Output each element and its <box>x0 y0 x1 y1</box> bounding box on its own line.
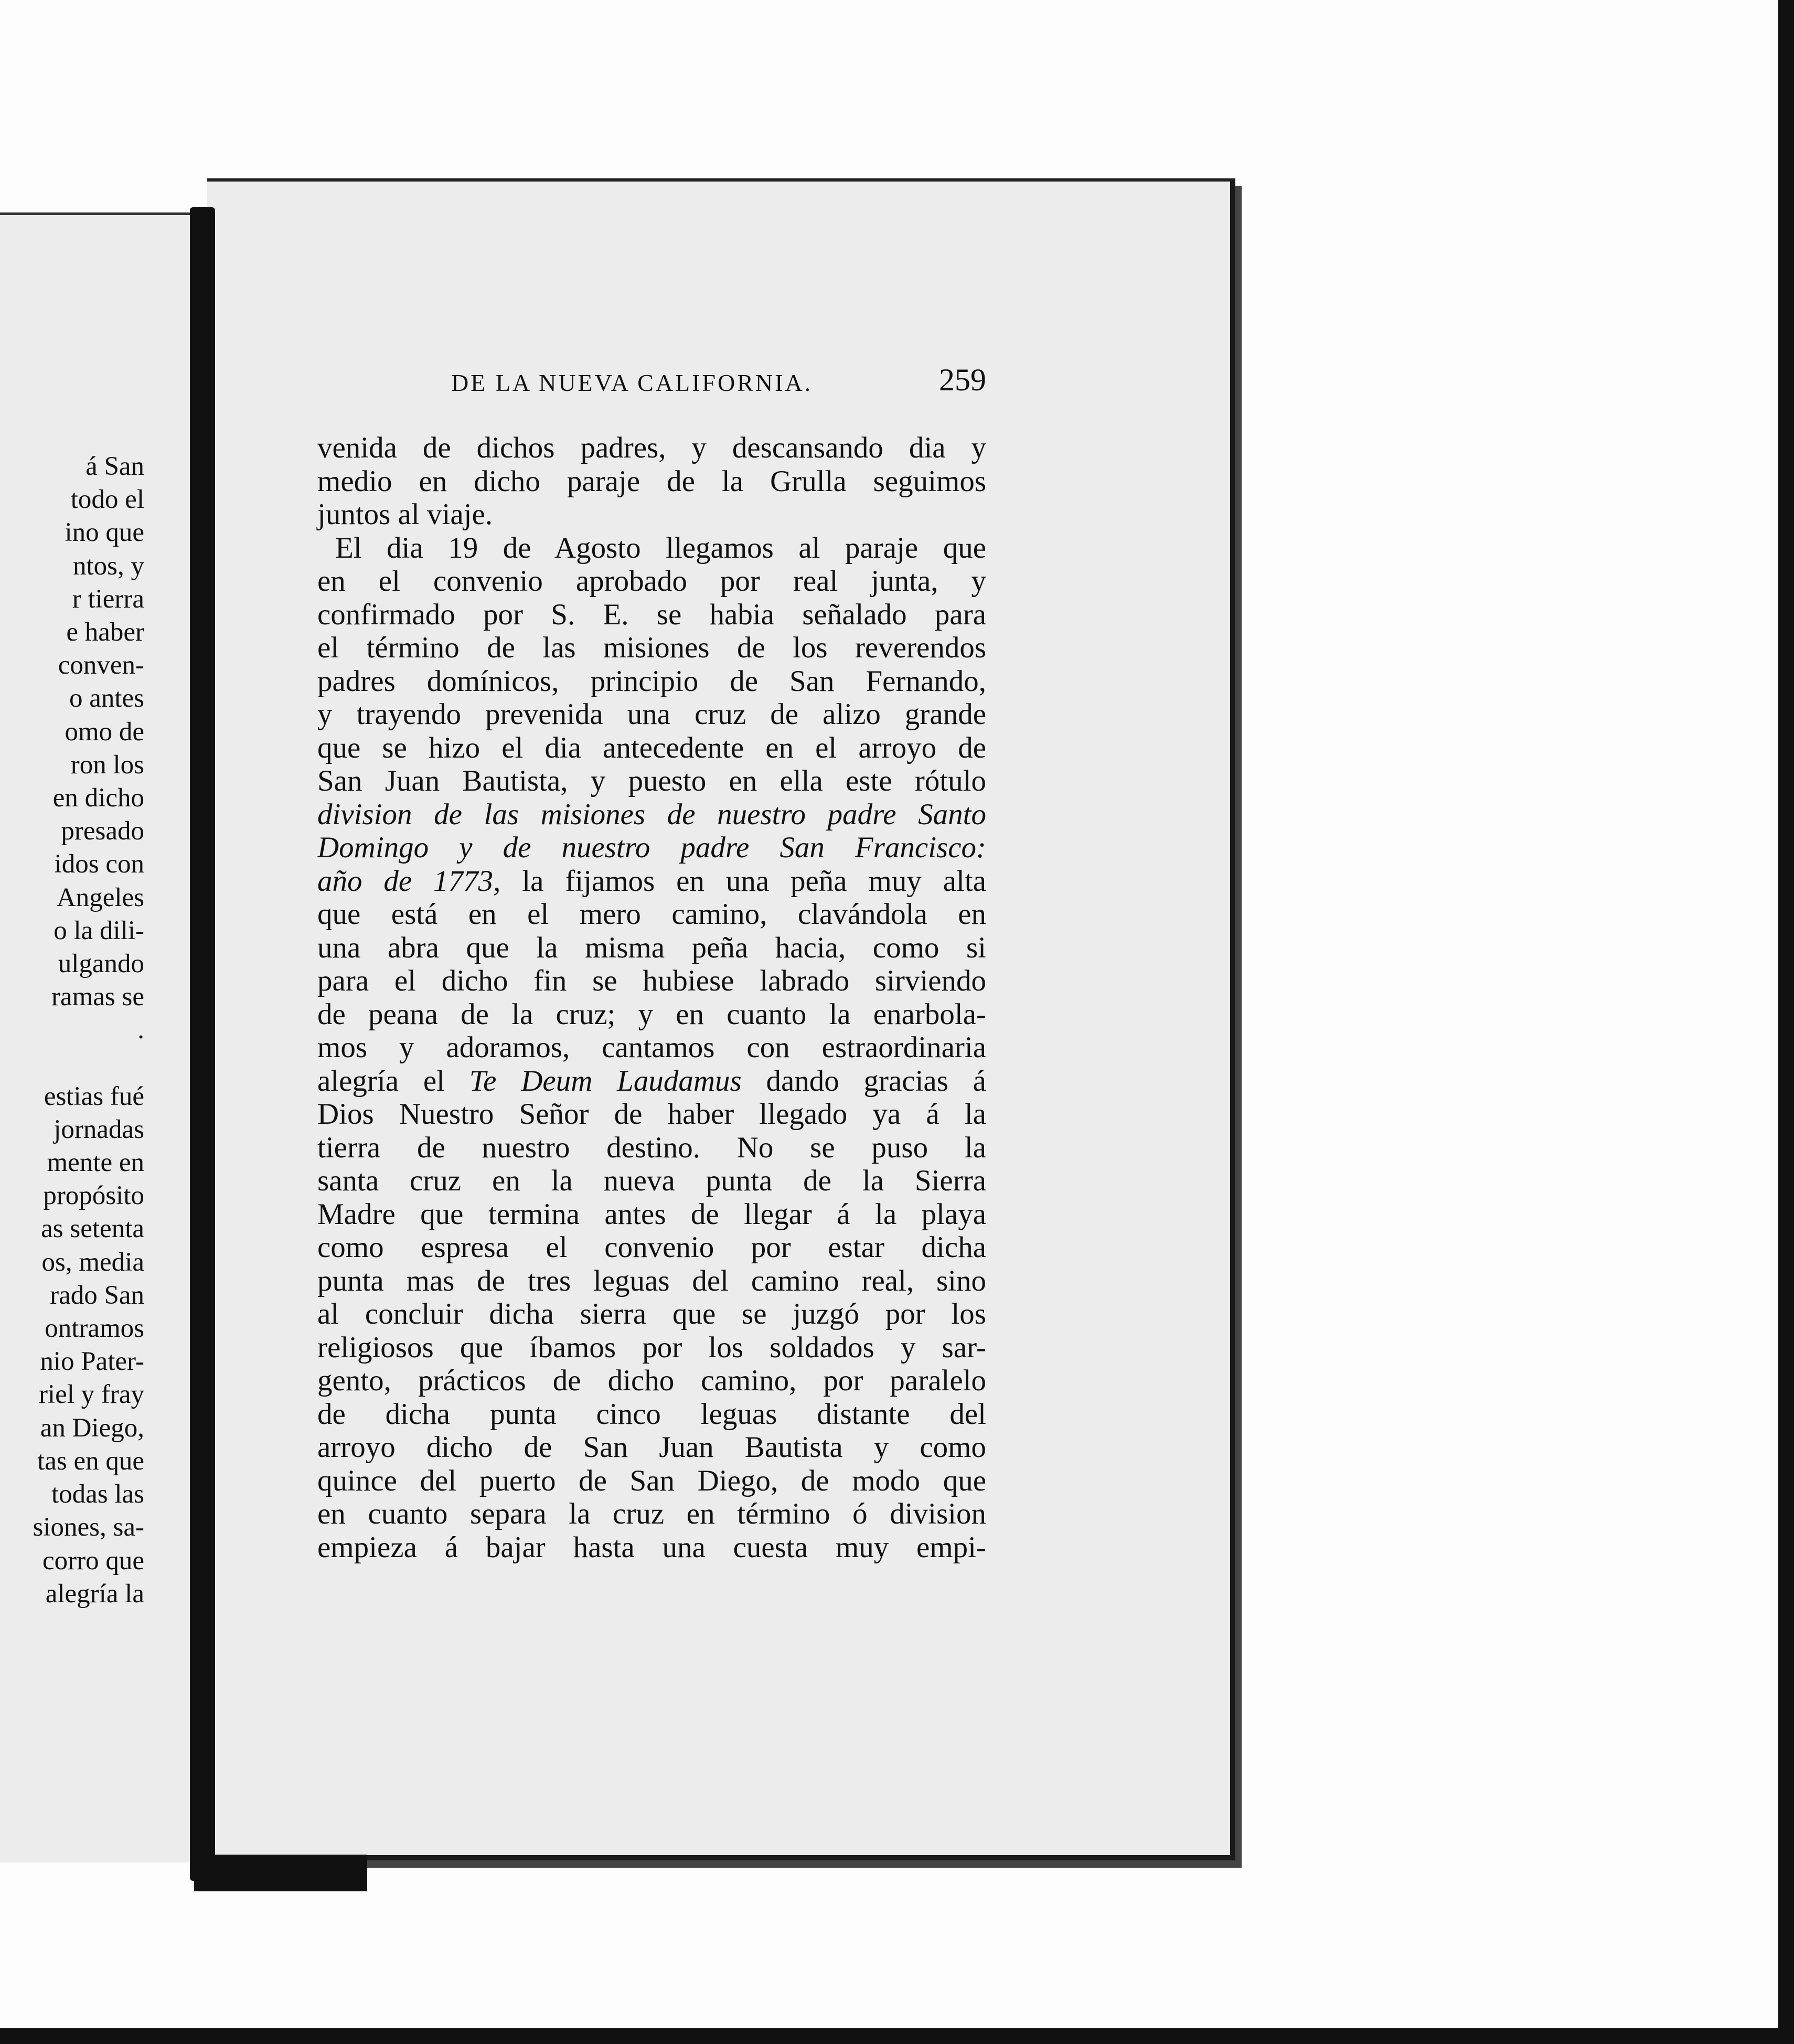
text-line: venida de dichos padres, y descansando dia y <box>317 431 986 464</box>
left-line: tas en que <box>37 1446 144 1476</box>
text-fragment: la fijamos en una peña muy alta <box>522 864 986 898</box>
text-line: al concluir dicha sierra que se juzgó por los <box>317 1297 986 1330</box>
left-line-gap <box>0 1047 144 1080</box>
text-line: en cuanto separa la cruz en término ó division <box>317 1497 986 1530</box>
text-fragment: alegría el <box>317 1064 445 1098</box>
page-number: 259 <box>939 363 986 397</box>
italic-inscription: division de las misiones de nuestro padre Santo <box>317 797 986 831</box>
text-line <box>317 865 986 898</box>
text-line: de peana de la cruz; y en cuanto la enarbola- <box>317 997 986 1031</box>
text-line: religiosos que íbamos por los soldados y sar- <box>317 1330 986 1364</box>
left-line: idos con <box>54 849 144 879</box>
text-line: como espresa el convenio por estar dicha <box>317 1231 986 1264</box>
text-line: que está en el mero camino, clavándola en <box>317 898 986 931</box>
left-line: as setenta <box>41 1214 144 1244</box>
left-line: ron los <box>70 750 144 780</box>
text-line: juntos al viaje. <box>317 498 493 531</box>
left-line: todas las <box>51 1479 144 1509</box>
book-spine <box>190 207 215 1881</box>
text-fragment: dando gracias á <box>766 1064 986 1098</box>
left-line: á San <box>86 452 144 481</box>
left-line: presado <box>61 816 144 846</box>
left-line: riel y fray <box>38 1380 144 1410</box>
text-line: Dios Nuestro Señor de haber llegado ya á la <box>317 1098 986 1131</box>
left-line: rado San <box>50 1280 144 1310</box>
left-line: e haber <box>66 618 144 647</box>
scan-edge-bottom <box>0 2028 1794 2044</box>
left-line: ulgando <box>58 949 144 979</box>
left-line: ino que <box>65 518 144 548</box>
text-line: punta mas de tres leguas del camino real, sino <box>317 1264 986 1297</box>
left-line: Angeles <box>56 882 144 912</box>
text-line <box>317 831 986 865</box>
left-line: nio Pater- <box>40 1347 144 1377</box>
running-title: DE LA NUEVA CALIFORNIA. <box>451 369 813 396</box>
text-line: de dicha punta cinco leguas distante del <box>317 1397 986 1431</box>
page-header <box>451 362 986 404</box>
italic-phrase: Te Deum Laudamus <box>469 1064 742 1098</box>
left-line: ntos, y <box>72 551 144 581</box>
text-line: Madre que termina antes de llegar á la playa <box>317 1197 986 1231</box>
left-line: o la dili- <box>54 915 144 945</box>
left-line: ontramos <box>45 1314 144 1344</box>
text-line: arroyo dicho de San Juan Bautista y como <box>317 1431 986 1464</box>
scan-edge-right <box>1778 0 1794 2044</box>
text-line: mos y adoramos, cantamos con estraordinaria <box>317 1031 986 1064</box>
text-line: una abra que la misma peña hacia, como si <box>317 931 986 964</box>
text-line: confirmado por S. E. se habia señalado para <box>317 598 986 631</box>
left-line: propósito <box>43 1181 144 1211</box>
left-line: an Diego, <box>40 1413 144 1443</box>
left-line: conven- <box>58 651 144 680</box>
text-line: el término de las misiones de los reverendos <box>317 631 986 664</box>
left-line: jornadas <box>54 1114 144 1144</box>
text-line: tierra de nuestro destino. No se puso la <box>317 1131 986 1164</box>
text-line: empieza á bajar hasta una cuesta muy empi- <box>317 1530 986 1564</box>
left-line: estias fué <box>44 1081 144 1111</box>
text-line: y trayendo prevenida una cruz de alizo grande <box>317 698 986 731</box>
body-text <box>317 431 986 1564</box>
text-line: santa cruz en la nueva punta de la Sierra <box>317 1164 986 1197</box>
text-line <box>317 1064 986 1098</box>
left-line: ramas se <box>51 982 144 1012</box>
text-line: para el dicho fin se hubiese labrado sirviendo <box>317 964 986 997</box>
left-line: corro que <box>42 1546 144 1575</box>
left-line: . <box>137 1015 144 1045</box>
text-line: padres domínicos, principio de San Fernando, <box>317 664 986 698</box>
left-line: alegría la <box>45 1579 144 1609</box>
text-line: quince del puerto de San Diego, de modo que <box>317 1464 986 1497</box>
left-line: en dicho <box>52 783 144 813</box>
left-line: todo el <box>70 485 144 515</box>
text-line: gento, prácticos de dicho camino, por paralelo <box>317 1364 986 1397</box>
book-spine-foot <box>194 1855 367 1891</box>
left-line: os, media <box>41 1247 144 1277</box>
left-line: r tierra <box>72 584 144 614</box>
italic-inscription: Domingo y de nuestro padre San Francisco: <box>317 831 986 864</box>
text-line: medio en dicho paraje de la Grulla seguimos <box>317 464 986 498</box>
text-line: El dia 19 de Agosto llegamos al paraje que <box>335 531 986 565</box>
left-page-text <box>0 450 144 1611</box>
left-line: omo de <box>65 717 144 747</box>
text-line: que se hizo el dia antecedente en el arroyo de <box>317 731 986 764</box>
left-line: siones, sa- <box>33 1513 144 1542</box>
italic-inscription: año de 1773, <box>317 864 501 898</box>
text-line: en el convenio aprobado por real junta, y <box>317 565 986 598</box>
left-line: o antes <box>69 684 144 714</box>
text-line: San Juan Bautista, y puesto en ella este rótulo <box>317 764 986 797</box>
text-line <box>317 798 986 832</box>
left-line: mente en <box>47 1148 144 1178</box>
